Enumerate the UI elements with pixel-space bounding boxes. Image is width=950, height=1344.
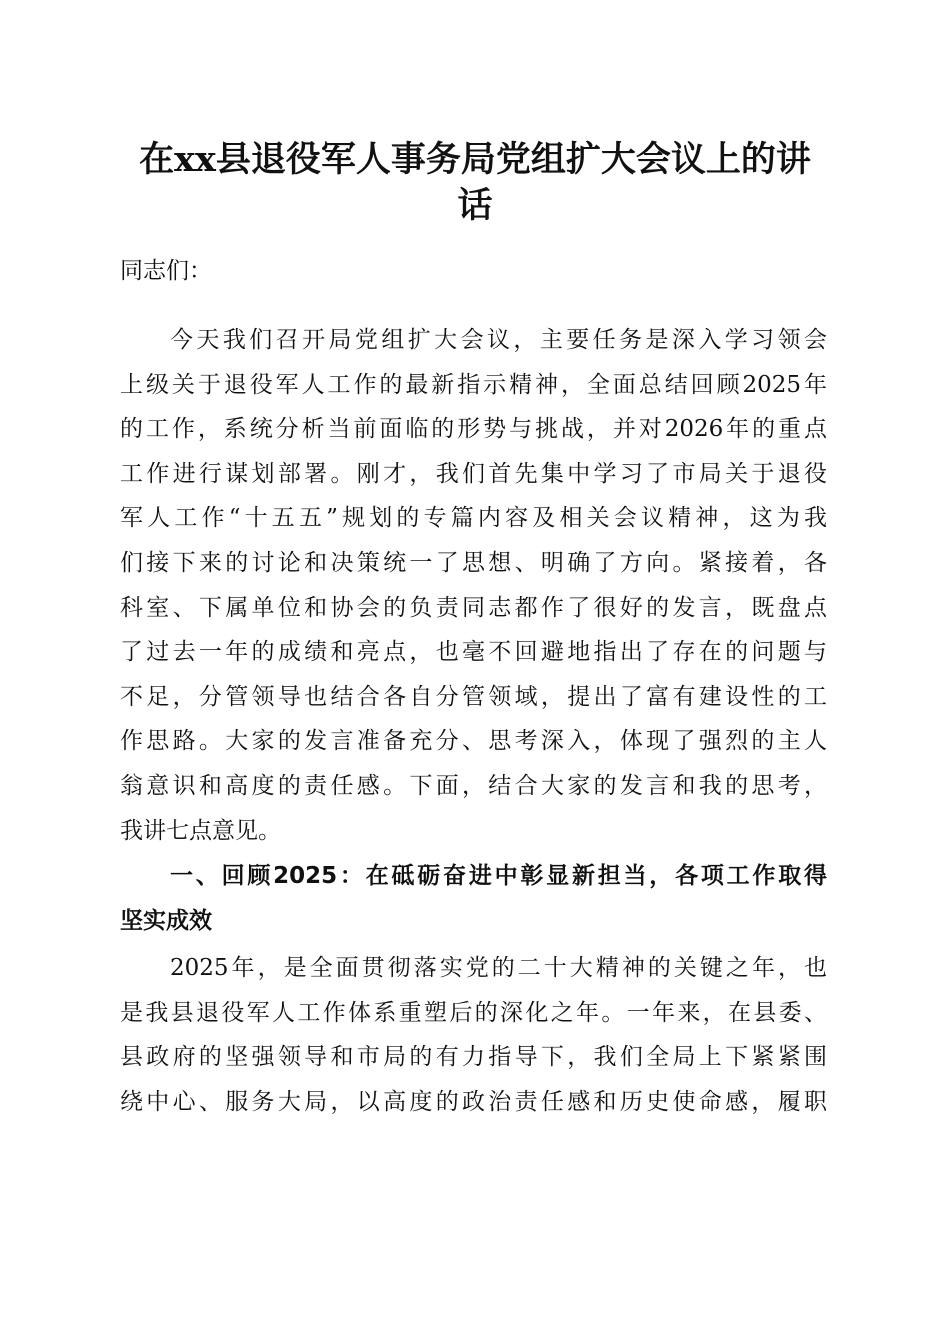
text-line: 作思路。大家的发言准备充分、思考深入，体现了强烈的主人 — [120, 728, 827, 755]
paragraph-2 — [120, 946, 827, 1124]
text-line: 的工作，系统分析当前面临的形势与挑战，并对2026年的重点 — [120, 416, 827, 443]
text-line: 县政府的坚强领导和市局的有力指导下，我们全局上下紧紧围 — [120, 1044, 827, 1071]
text-line: 军人工作“十五五”规划的专篇内容及相关会议精神，这为我 — [120, 505, 827, 532]
paragraph-1 — [120, 318, 827, 853]
section-heading-1 — [120, 854, 827, 943]
text-line: 绕中心、服务大局，以高度的政治责任感和历史使命感，履职 — [120, 1088, 827, 1115]
text-line: 工作进行谋划部署。刚才，我们首先集中学习了市局关于退役 — [120, 460, 827, 487]
title-line: 话 — [457, 185, 493, 226]
heading-line: 坚实成效 — [120, 907, 212, 934]
greeting: 同志们： — [120, 258, 212, 284]
text-line: 科室、下属单位和协会的负责同志都作了很好的发言，既盘点 — [120, 594, 827, 621]
text-line: 翁意识和高度的责任感。下面，结合大家的发言和我的思考， — [120, 772, 827, 799]
text-line: 不足，分管领导也结合各自分管领域，提出了富有建设性的工 — [120, 683, 827, 710]
text-line: 们接下来的讨论和决策统一了思想、明确了方向。紧接着，各 — [120, 549, 827, 576]
text-line: 今天我们召开局党组扩大会议，主要任务是深入学习领会 — [170, 327, 827, 353]
title-line: 在xx县退役军人事务局党组扩大会议上的讲 — [139, 139, 811, 180]
text-line: 2025年，是全面贯彻落实党的二十大精神的关键之年，也 — [170, 955, 827, 981]
document-title — [0, 137, 950, 229]
heading-line: 一、回顾2025：在砥砺奋进中彰显新担当，各项工作取得 — [170, 863, 827, 889]
text-line: 上级关于退役军人工作的最新指示精神，全面总结回顾2025年 — [120, 371, 827, 398]
text-line: 我讲七点意见。 — [120, 817, 281, 844]
text-line: 了过去一年的成绩和亮点，也毫不回避地指出了存在的问题与 — [120, 639, 827, 666]
text-line: 是我县退役军人工作体系重塑后的深化之年。一年来，在县委、 — [120, 999, 827, 1026]
